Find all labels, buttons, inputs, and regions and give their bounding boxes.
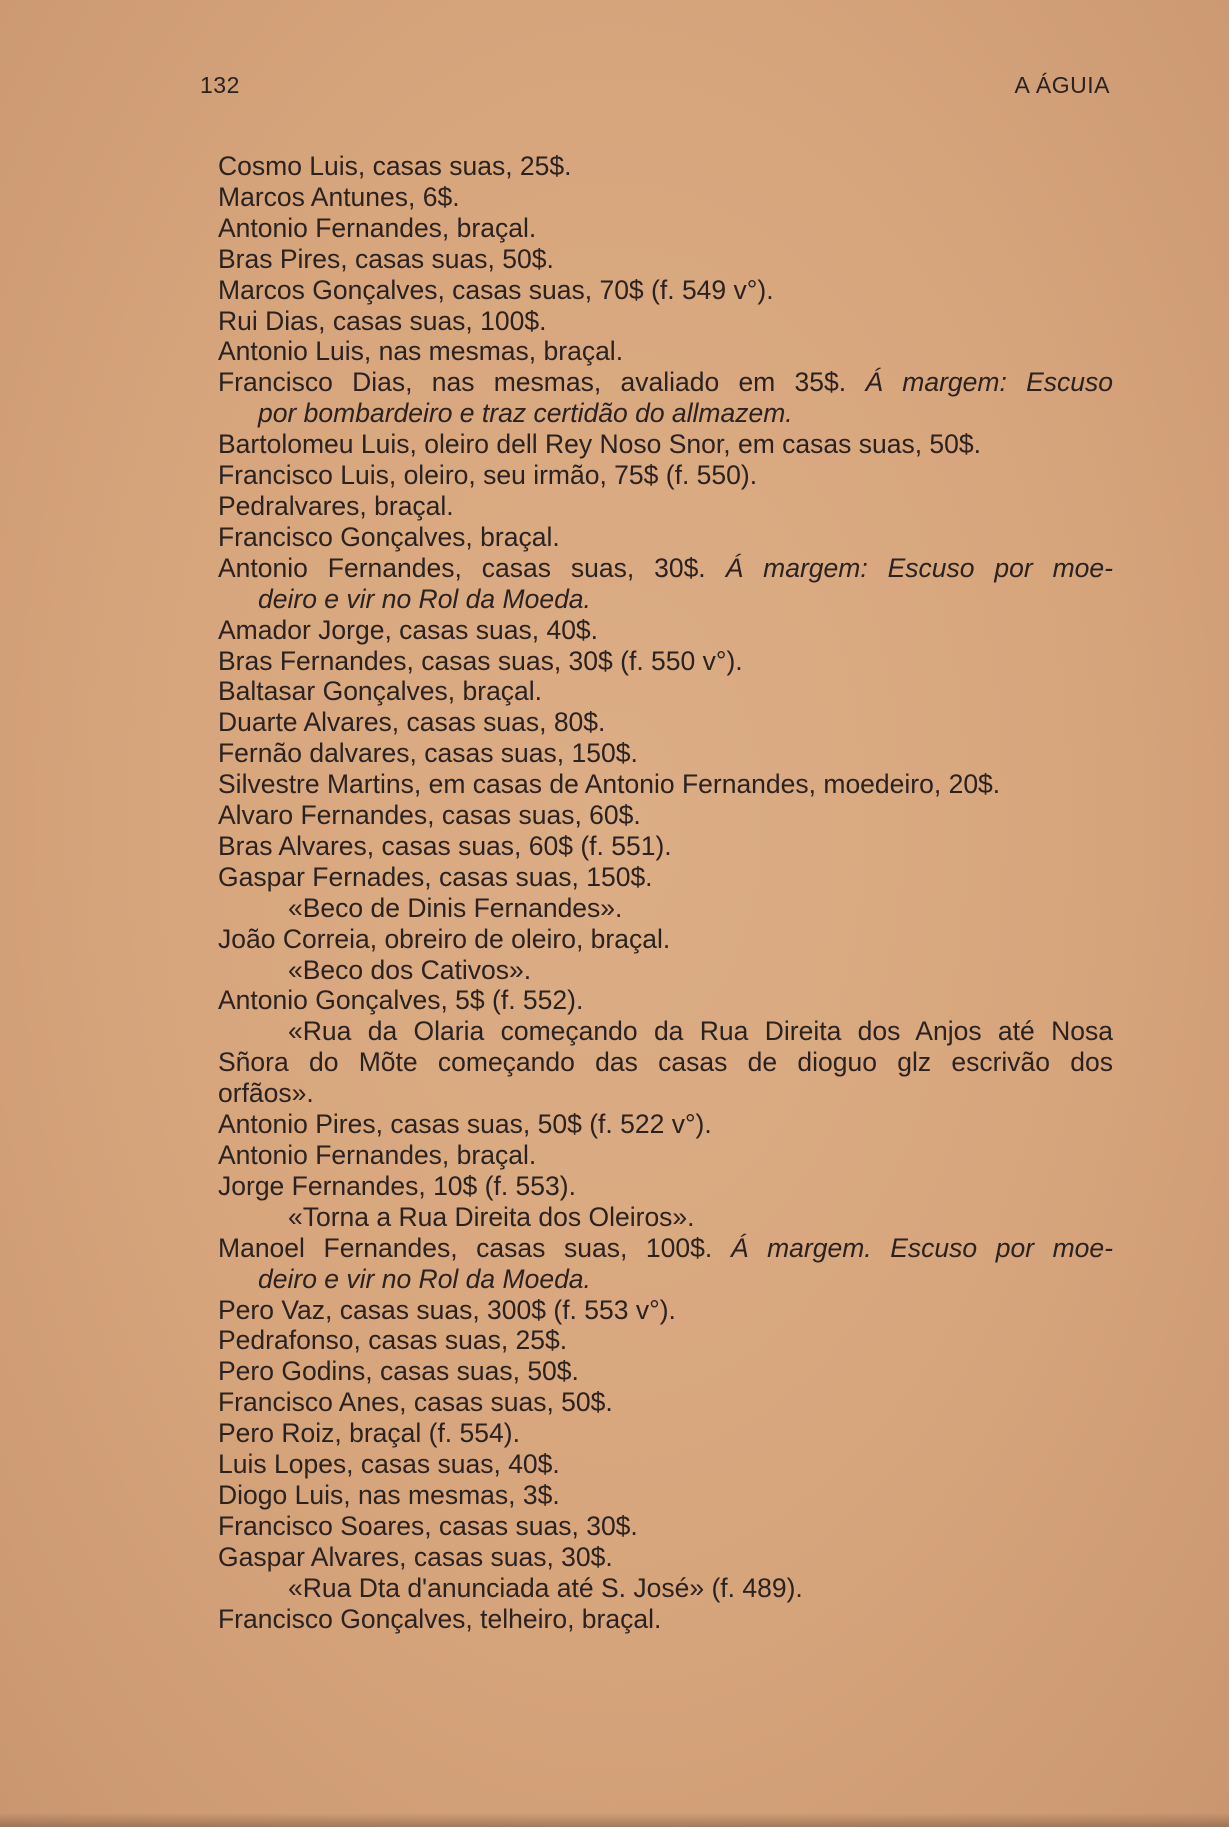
line-text: Gaspar Alvares, casas suas, 30$.: [218, 1541, 613, 1572]
text-line: [218, 1202, 1113, 1233]
line-text: Antonio Luis, nas mesmas, braçal.: [218, 336, 624, 367]
line-text: «Beco dos Cativos».: [288, 954, 532, 985]
text-line: [218, 553, 1113, 584]
line-text: «Rua da Olaria começando da Rua Direita dos Anjos até Nosa: [288, 1016, 1113, 1047]
line-text: «Torna a Rua Direita dos Oleiros».: [288, 1201, 695, 1232]
text-line: [218, 1233, 1113, 1264]
line-text: Silvestre Martins, em casas de Antonio Fernandes, moedeiro, 20$.: [218, 769, 1001, 800]
page-edge: [0, 1813, 1229, 1827]
text-line: [218, 1573, 1113, 1604]
text-line: [218, 182, 1113, 213]
text-line: [218, 676, 1113, 707]
line-text: Antonio Pires, casas suas, 50$ (f. 522 v°).: [218, 1109, 712, 1140]
line-text: Pedralvares, braçal.: [218, 490, 454, 521]
text-line: [218, 1387, 1113, 1418]
text-line: [218, 1295, 1113, 1326]
text-line: [218, 1480, 1113, 1511]
line-text: Pero Roiz, braçal (f. 554).: [218, 1418, 520, 1449]
text-line: [218, 738, 1113, 769]
text-line: [218, 1171, 1113, 1202]
text-line: [218, 1604, 1113, 1635]
text-line: [218, 615, 1113, 646]
text-line: [218, 491, 1113, 522]
text-line: [218, 1449, 1113, 1480]
line-text: Francisco Dias, nas mesmas, avaliado em 35$.: [218, 367, 866, 398]
text-line: [218, 1047, 1113, 1078]
line-text: Pero Vaz, casas suas, 300$ (f. 553 v°).: [218, 1294, 676, 1325]
page-header: [200, 72, 1110, 102]
text-line: [218, 1140, 1113, 1171]
text-line: [218, 1418, 1113, 1449]
line-text: Antonio Fernandes, braçal.: [218, 212, 537, 243]
line-text: Francisco Gonçalves, telheiro, braçal.: [218, 1603, 662, 1634]
text-line: [218, 707, 1113, 738]
text-line: [218, 831, 1113, 862]
line-text: Manoel Fernandes, casas suas, 100$.: [218, 1232, 731, 1263]
line-text: Jorge Fernandes, 10$ (f. 553).: [218, 1170, 576, 1201]
line-text: João Correia, obreiro de oleiro, braçal.: [218, 923, 671, 954]
line-text: Pedrafonso, casas suas, 25$.: [218, 1325, 568, 1356]
text-line: [218, 1356, 1113, 1387]
line-text: Rui Dias, casas suas, 100$.: [218, 305, 547, 336]
line-text: Antonio Fernandes, casas suas, 30$.: [218, 552, 726, 583]
text-line: [218, 1542, 1113, 1573]
text-line: [218, 213, 1113, 244]
margin-note: Á margem: Escuso por moe-: [725, 552, 1113, 583]
line-text: «Beco de Dinis Fernandes».: [288, 892, 623, 923]
line-text: Luis Lopes, casas suas, 40$.: [218, 1449, 560, 1480]
text-line: [218, 955, 1113, 986]
line-text: Francisco Anes, casas suas, 50$.: [218, 1387, 613, 1418]
margin-note: deiro e vir no Rol da Moeda.: [258, 583, 591, 614]
margin-note: Á margem: Escuso: [865, 367, 1113, 398]
text-line: [218, 924, 1113, 955]
line-text: Amador Jorge, casas suas, 40$.: [218, 614, 599, 645]
line-text: Antonio Fernandes, braçal.: [218, 1140, 537, 1170]
text-line: [218, 429, 1113, 460]
line-text: Bras Fernandes, casas suas, 30$ (f. 550 v°).: [218, 645, 743, 676]
line-text: Bartolomeu Luis, oleiro dell Rey Noso Snor, em casas suas, 50$.: [218, 429, 982, 460]
text-line: [218, 1264, 1113, 1295]
line-text: Bras Pires, casas suas, 50$.: [218, 243, 554, 274]
line-text: Francisco Soares, casas suas, 30$.: [218, 1510, 638, 1541]
text-line: [218, 985, 1113, 1016]
margin-note: por bombardeiro e traz certidão do allmazem.: [258, 398, 793, 429]
text-line: [218, 244, 1113, 275]
margin-note: deiro e vir no Rol da Moeda.: [258, 1263, 591, 1294]
text-line: [218, 1109, 1113, 1140]
line-text: Francisco Luis, oleiro, seu irmão, 75$ (f. 550).: [218, 460, 758, 491]
text-line: [218, 800, 1113, 831]
line-text: Francisco Gonçalves, braçal.: [218, 521, 560, 552]
line-text: Cosmo Luis, casas suas, 25$.: [218, 151, 572, 181]
text-line: [218, 151, 1113, 182]
body-text: [218, 151, 1113, 1635]
text-line: [218, 893, 1113, 924]
line-text: Marcos Gonçalves, casas suas, 70$ (f. 549 v°).: [218, 274, 774, 305]
line-text: Fernão dalvares, casas suas, 150$.: [218, 738, 638, 769]
margin-note: Á margem. Escuso por moe-: [730, 1232, 1113, 1263]
line-text: Duarte Alvares, casas suas, 80$.: [218, 707, 606, 738]
text-line: [218, 584, 1113, 615]
text-line: [218, 646, 1113, 677]
line-text: Gaspar Fernades, casas suas, 150$.: [218, 861, 653, 892]
text-line: [218, 336, 1113, 367]
text-line: [218, 398, 1113, 429]
line-text: Antonio Gonçalves, 5$ (f. 552).: [218, 985, 584, 1016]
line-text: Marcos Antunes, 6$.: [218, 181, 460, 212]
text-line: [218, 460, 1113, 491]
text-line: [218, 862, 1113, 893]
text-line: [218, 306, 1113, 337]
text-line: [218, 1016, 1113, 1047]
text-line: [218, 522, 1113, 553]
text-line: [218, 769, 1113, 800]
line-text: Sñora do Mõte começando das casas de dioguo glz escrivão dos: [218, 1047, 1113, 1078]
line-text: Pero Godins, casas suas, 50$.: [218, 1356, 579, 1387]
line-text: Baltasar Gonçalves, braçal.: [218, 676, 543, 707]
line-text: «Rua Dta d'anunciada até S. José» (f. 489).: [288, 1572, 803, 1603]
page-number: 132: [200, 72, 240, 98]
text-line: [218, 1325, 1113, 1356]
text-line: [218, 275, 1113, 306]
line-text: Alvaro Fernandes, casas suas, 60$.: [218, 800, 641, 831]
line-text: Diogo Luis, nas mesmas, 3$.: [218, 1479, 560, 1510]
line-text: Bras Alvares, casas suas, 60$ (f. 551).: [218, 830, 672, 861]
running-title: A ÁGUIA: [1014, 72, 1110, 98]
line-text: orfãos».: [218, 1078, 314, 1109]
text-line: [218, 1078, 1113, 1109]
text-line: [218, 367, 1113, 398]
text-line: [218, 1511, 1113, 1542]
